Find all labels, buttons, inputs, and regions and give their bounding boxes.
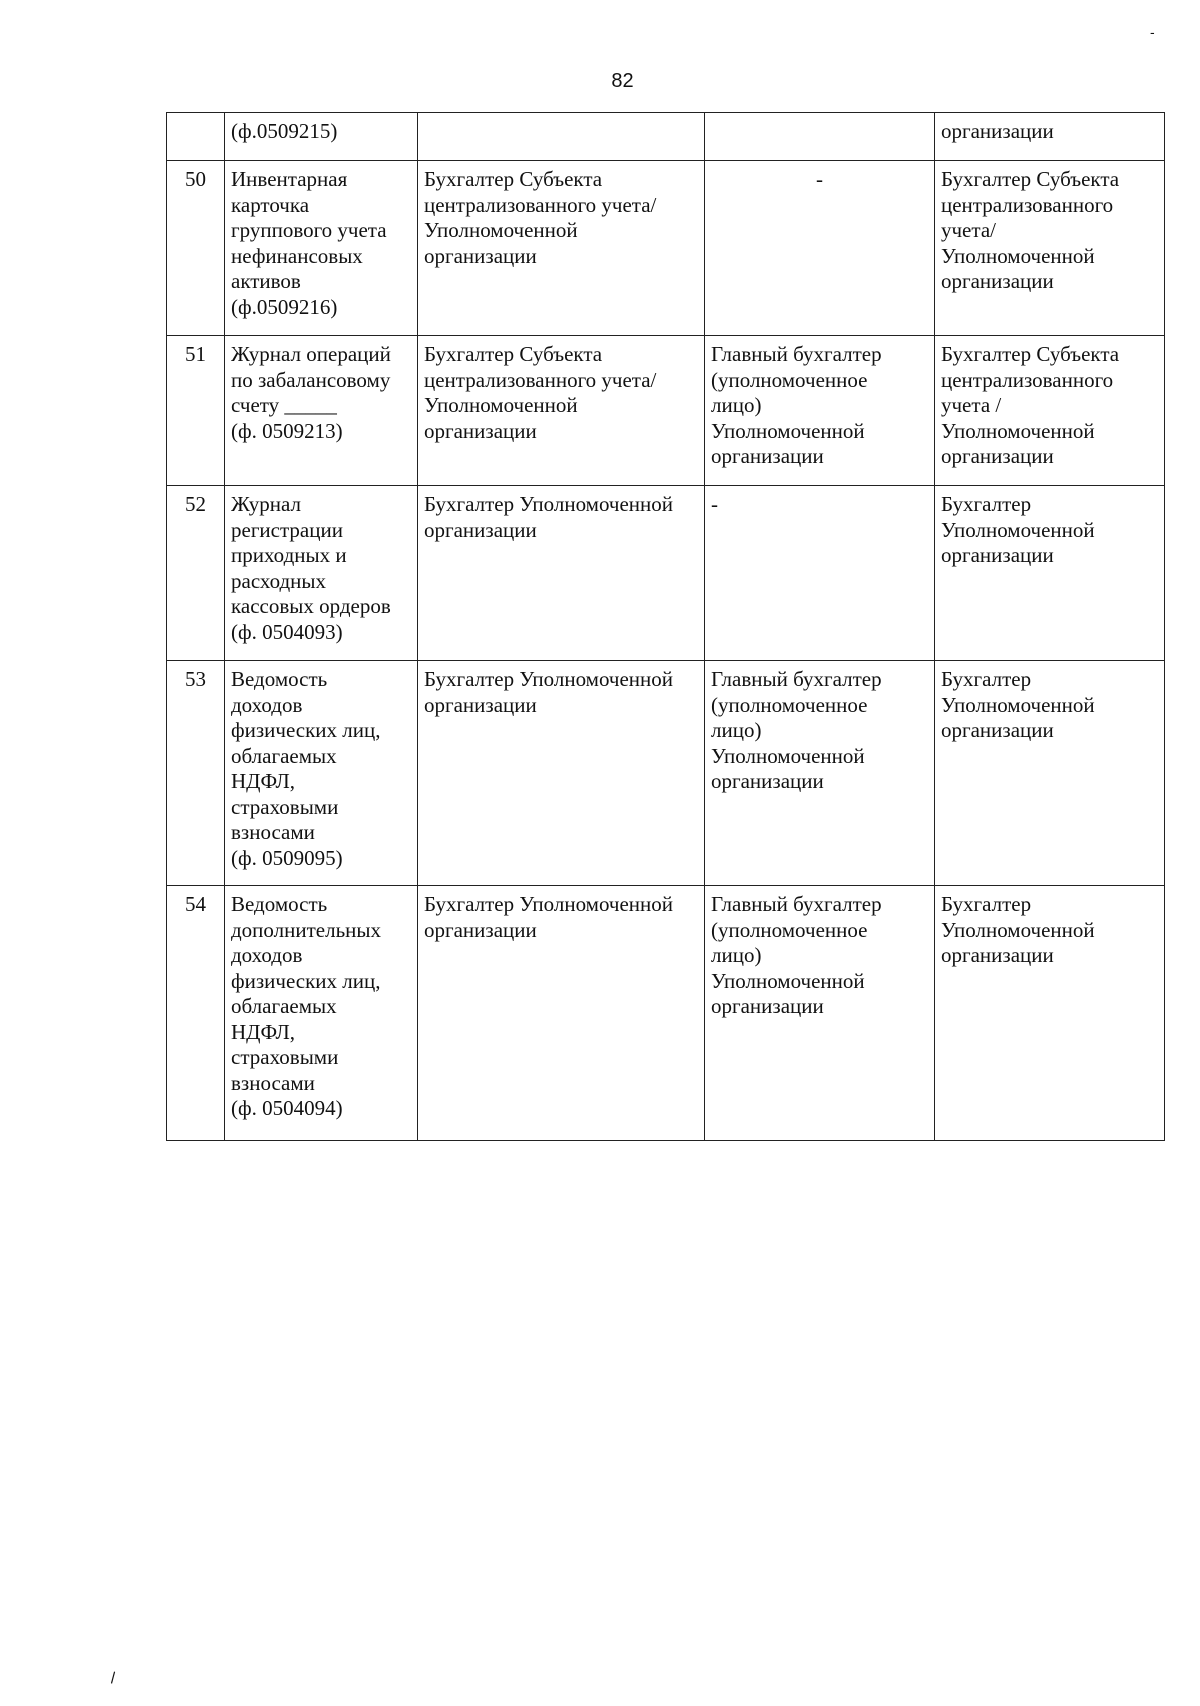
signer-cell (705, 113, 935, 161)
document-name-cell: Ведомость дополнительных доходов физических лиц, облагаемых НДФЛ, страховыми взносами (ф. 0504094) (225, 886, 418, 1141)
table-row (167, 661, 1165, 886)
row-number-cell: 53 (167, 661, 225, 886)
scan-corner-mark: - (1150, 24, 1155, 40)
storage-cell: Бухгалтер Уполномоченной организации (935, 661, 1165, 886)
signer-cell: Главный бухгалтер (уполномоченное лицо) Уполномоченной организации (705, 661, 935, 886)
table-row (167, 336, 1165, 486)
document-register-table (166, 112, 1165, 1141)
row-number-cell: 50 (167, 161, 225, 336)
storage-cell: Бухгалтер Субъекта централизованного учета/ Уполномоченной организации (935, 161, 1165, 336)
storage-cell: Бухгалтер Уполномоченной организации (935, 886, 1165, 1141)
responsible-cell: Бухгалтер Уполномоченной организации (418, 886, 705, 1141)
row-number-cell: 54 (167, 886, 225, 1141)
table-row (167, 161, 1165, 336)
document-name-cell: Журнал регистрации приходных и расходных кассовых ордеров (ф. 0504093) (225, 486, 418, 661)
storage-cell: Бухгалтер Субъекта централизованного учета / Уполномоченной организации (935, 336, 1165, 486)
table-row (167, 486, 1165, 661)
document-name-cell: Ведомость доходов физических лиц, облагаемых НДФЛ, страховыми взносами (ф. 0509095) (225, 661, 418, 886)
responsible-cell: Бухгалтер Субъекта централизованного учета/ Уполномоченной организации (418, 161, 705, 336)
document-name-cell: Инвентарная карточка группового учета нефинансовых активов (ф.0509216) (225, 161, 418, 336)
row-number-cell: 51 (167, 336, 225, 486)
storage-cell: Бухгалтер Уполномоченной организации (935, 486, 1165, 661)
document-name-cell: Журнал операций по забалансовому счету _____ (ф. 0509213) (225, 336, 418, 486)
responsible-cell: Бухгалтер Уполномоченной организации (418, 486, 705, 661)
responsible-cell (418, 113, 705, 161)
table-row (167, 113, 1165, 161)
row-number-cell (167, 113, 225, 161)
signer-cell: Главный бухгалтер (уполномоченное лицо) Уполномоченной организации (705, 336, 935, 486)
responsible-cell: Бухгалтер Субъекта централизованного учета/ Уполномоченной организации (418, 336, 705, 486)
signer-cell: Главный бухгалтер (уполномоченное лицо) Уполномоченной организации (705, 886, 935, 1141)
scan-artifact-mark: \ (106, 1670, 119, 1688)
responsible-cell: Бухгалтер Уполномоченной организации (418, 661, 705, 886)
signer-cell: - (705, 161, 935, 336)
table-row (167, 886, 1165, 1141)
document-name-cell: (ф.0509215) (225, 113, 418, 161)
storage-cell: организации (935, 113, 1165, 161)
row-number-cell: 52 (167, 486, 225, 661)
page-number: 82 (611, 70, 634, 92)
signer-cell: - (705, 486, 935, 661)
